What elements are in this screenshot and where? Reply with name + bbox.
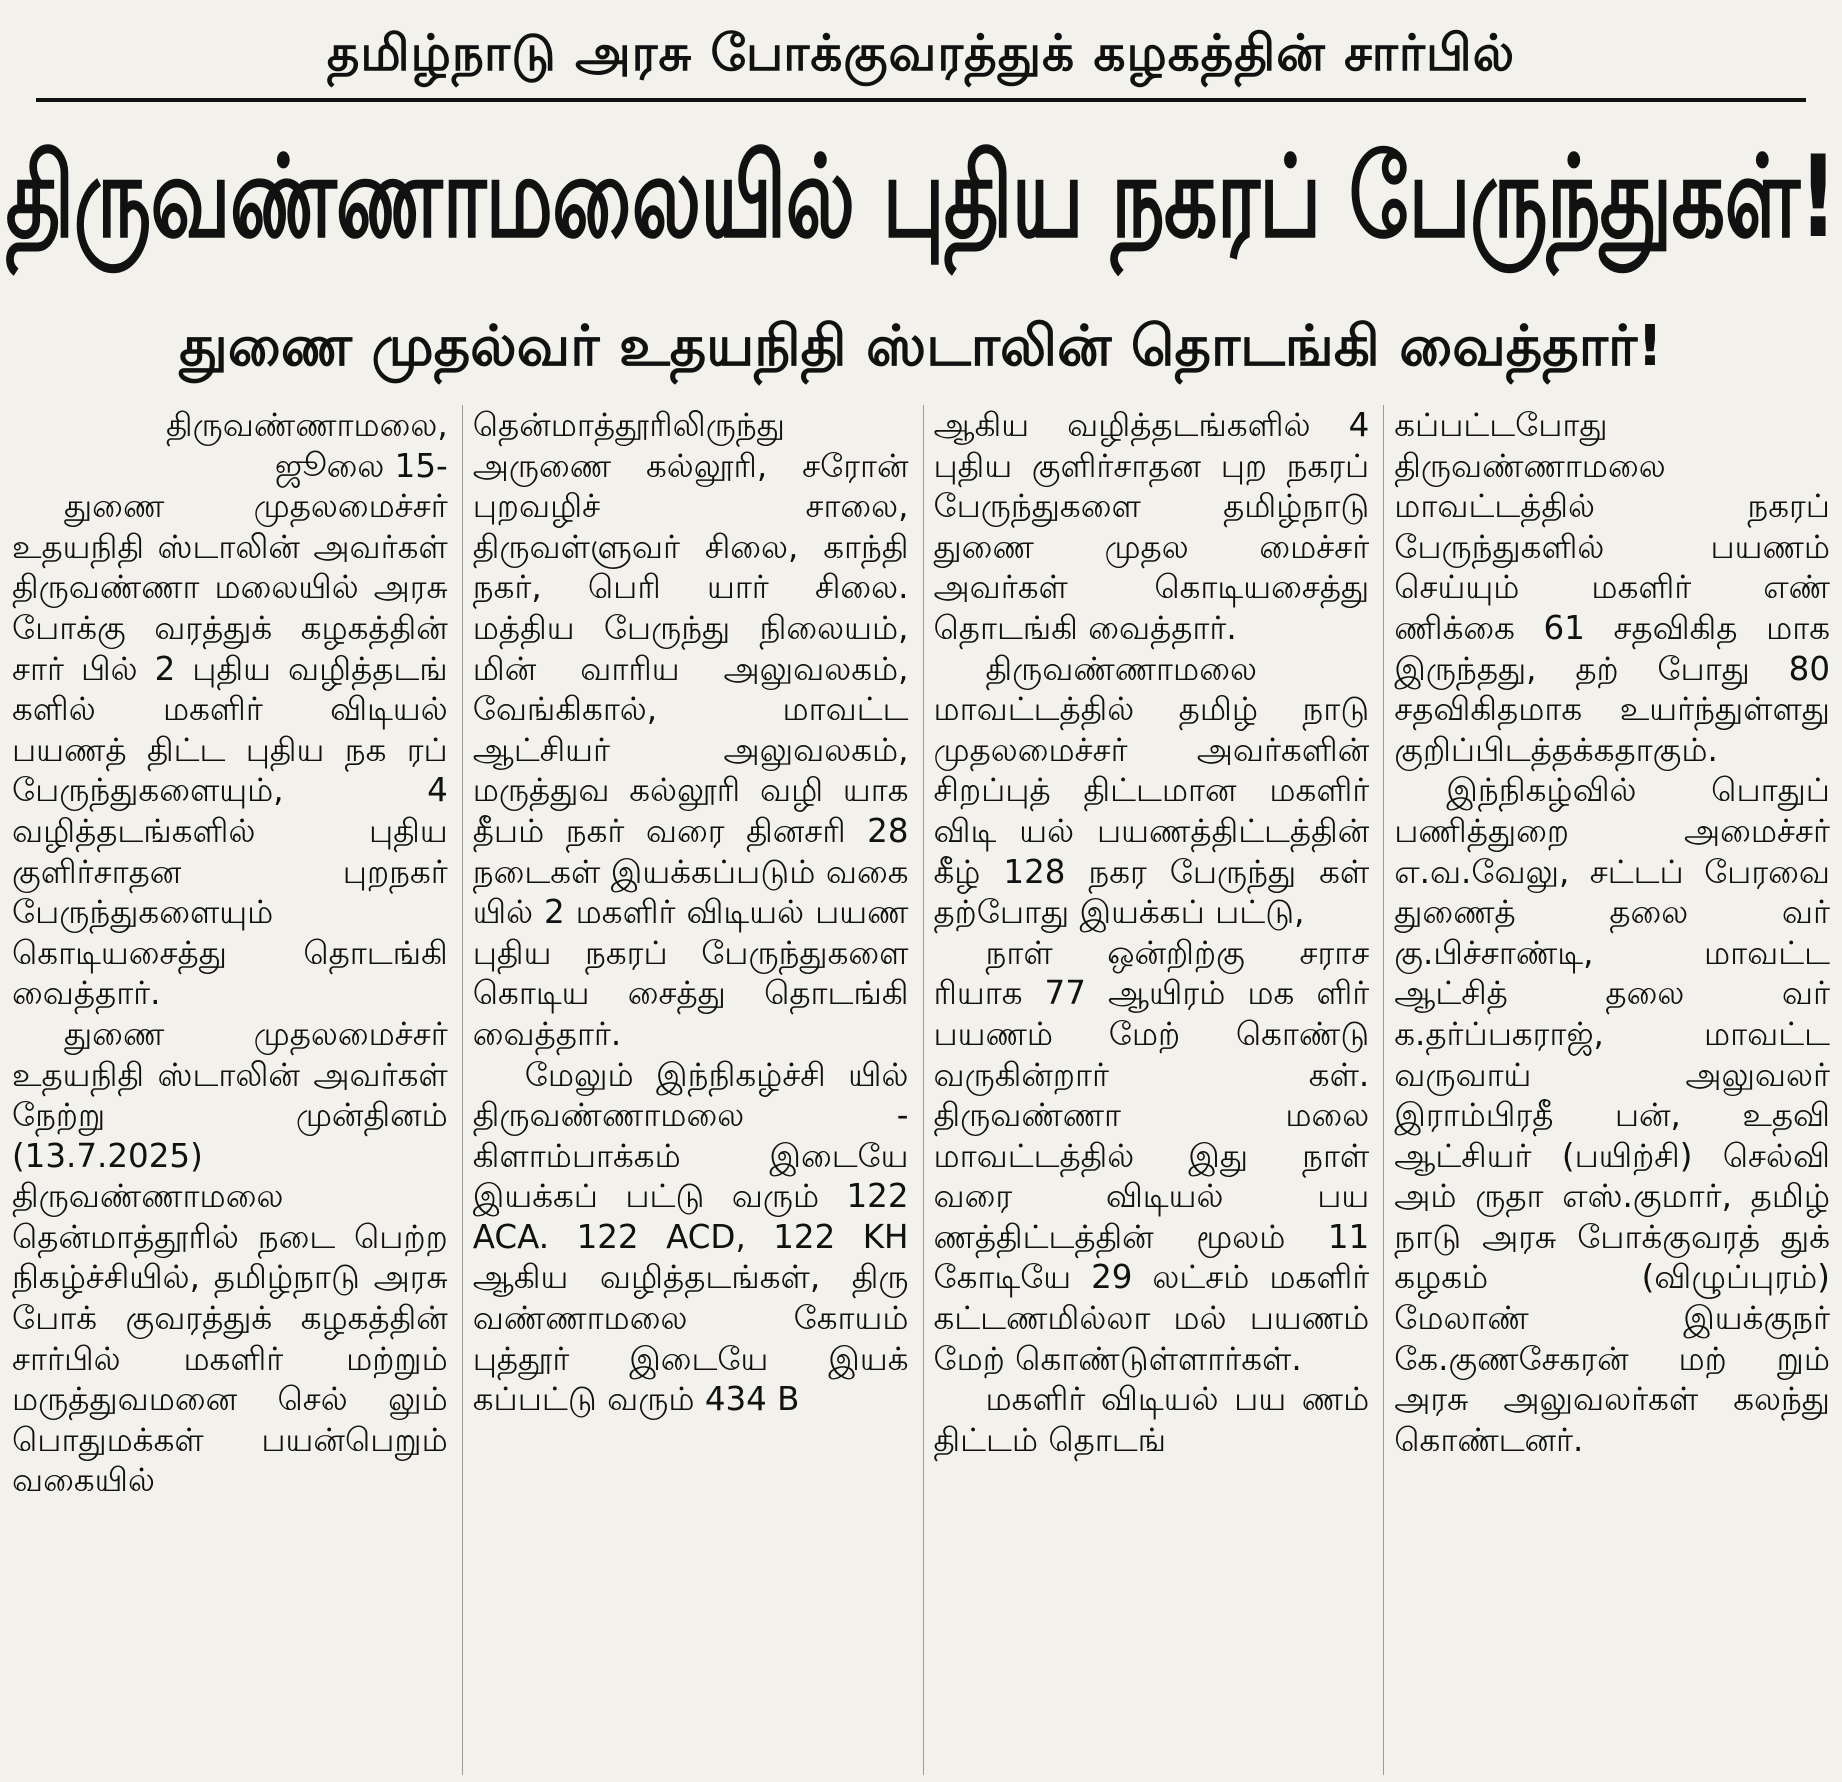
article-column-3 — [923, 405, 1370, 1775]
paragraph: துணை முதலமைச்சர் உதயநிதி ஸ்டாலின் அவர்கள் திருவண்ணா மலையில் அரசு போக்கு வரத்துக் கழகத்தின் சார் பில் 2 புதிய வழித்தடங் களில் மகளிர் விடியல் பயணத் திட்ட புதிய நக ரப் பேருந்துகளையும், 4 வழித்தடங்களில் புதிய குளிர்சாதன புறநகர் பேருந்துகளையும் கொடியசைத்து தொடங்கி வைத்தார். — [12, 487, 448, 1013]
paragraph: தென்மாத்தூரிலிருந்து அருணை கல்லூரி, சரோன் புறவழிச் சாலை, திருவள்ளுவர் சிலை, காந்தி நகர், பெரி யார் சிலை. மத்திய பேருந்து நிலையம், மின் வாரிய அலுவலகம், வேங்கிகால், மாவட்ட ஆட்சியர் அலுவலகம், மருத்துவ கல்லூரி வழி யாக தீபம் நகர் வரை தினசரி 28 நடைகள் இயக்கப்படும் வகை யில் 2 மகளிர் விடியல் பயண புதிய நகரப் பேருந்துகளை கொடிய சைத்து தொடங்கி வைத்தார். — [472, 406, 909, 1053]
article-body — [12, 405, 1830, 1775]
subheadline: துணை முதல்வர் உதயநிதி ஸ்டாலின் தொடங்கி வைத்தார்! — [179, 314, 1663, 379]
paragraph: துணை முதலமைச்சர் உதயநிதி ஸ்டாலின் அவர்கள் நேற்று முன்தினம் (13.7.2025) திருவண்ணாமலை தென்மாத்தூரில் நடை பெற்ற நிகழ்ச்சியில், தமிழ்நாடு அரசு போக் குவரத்துக் கழகத்தின் சார்பில் மகளிர் மற்றும் மருத்துவமனை செல் லும் பொதுமக்கள் பயன்பெறும் வகையில் — [12, 1014, 448, 1500]
kicker-line: தமிழ்நாடு அரசு போக்குவரத்துக் கழகத்தின் சார்பில் — [326, 24, 1516, 82]
dateline-place: திருவண்ணாமலை, — [165, 406, 448, 444]
paragraph: கப்பட்டபோது திருவண்ணாமலை மாவட்டத்தில் நகரப் பேருந்துகளில் பயணம் செய்யும் மகளிர் எண் ணிக்கை 61 சதவிகித மாக இருந்தது, தற் போது 80 சதவிகிதமாக உயர்ந்துள்ளது குறிப்பிடத்தக்கதாகும். — [1394, 406, 1830, 769]
headline: திருவண்ணாமலையில் புதிய நகரப் பேருந்துகள்! — [5, 130, 1837, 264]
paragraph: இந்நிகழ்வில் பொதுப் பணித்துறை அமைச்சர் எ.வ.வேலு, சட்டப் பேரவை துணைத் தலை வர் கு.பிச்சாண்டி, மாவட்ட ஆட்சித் தலை வர் க.தர்ப்பகராஜ், மாவட்ட வருவாய் அலுவலர் இராம்பிரதீ பன், உதவி ஆட்சியர் (பயிற்சி) செல்வி அம் ருதா எஸ்.குமார், தமிழ் நாடு அரசு போக்குவரத் துக் கழகம் (விழுப்புரம்) மேலாண் இயக்குநர் கே.குணசேகரன் மற் றும் அரசு அலுவலர்கள் கலந்து கொண்டனர். — [1394, 771, 1830, 1459]
paragraph: திருவண்ணாமலை மாவட்டத்தில் தமிழ் நாடு முதலமைச்சர் அவர்களின் சிறப்புத் திட்டமான மகளிர் விடி யல் பயணத்திட்டத்தின் கீழ் 128 நகர பேருந்து கள் தற்போது இயக்கப் பட்டு, — [933, 649, 1370, 932]
paragraph: மகளிர் விடியல் பய ணம் திட்டம் தொடங் — [933, 1380, 1370, 1459]
article-column-1 — [12, 405, 448, 1775]
dateline-date: ஜூலை 15- — [274, 446, 448, 485]
article-column-4 — [1383, 405, 1830, 1775]
paragraph: ஆகிய வழித்தடங்களில் 4 புதிய குளிர்சாதன புற நகரப் பேருந்துகளை தமிழ்நாடு துணை முதல மைச்சர் அவர்கள் கொடியசைத்து தொடங்கி வைத்தார். — [933, 406, 1370, 647]
article-column-2 — [462, 405, 909, 1775]
paragraph: நாள் ஒன்றிற்கு சராச ரியாக 77 ஆயிரம் மக ளிர் பயணம் மேற் கொண்டு வருகின்றார் கள். திருவண்ணா மலை மாவட்டத்தில் இது நாள் வரை விடியல் பய ணத்திட்டத்தின் மூலம் 11 கோடியே 29 லட்சம் மகளிர் கட்டணமில்லா மல் பயணம் மேற் கொண்டுள்ளார்கள். — [933, 933, 1370, 1378]
paragraph: மேலும் இந்நிகழ்ச்சி யில் திருவண்ணாமலை - கிளாம்பாக்கம் இடையே இயக்கப் பட்டு வரும் 122 ACA. 122 ACD, 122 KH ஆகிய வழித்தடங்கள், திரு வண்ணாமலை கோயம் புத்தூர் இடையே இயக் கப்பட்டு வரும் 434 B — [472, 1055, 909, 1419]
